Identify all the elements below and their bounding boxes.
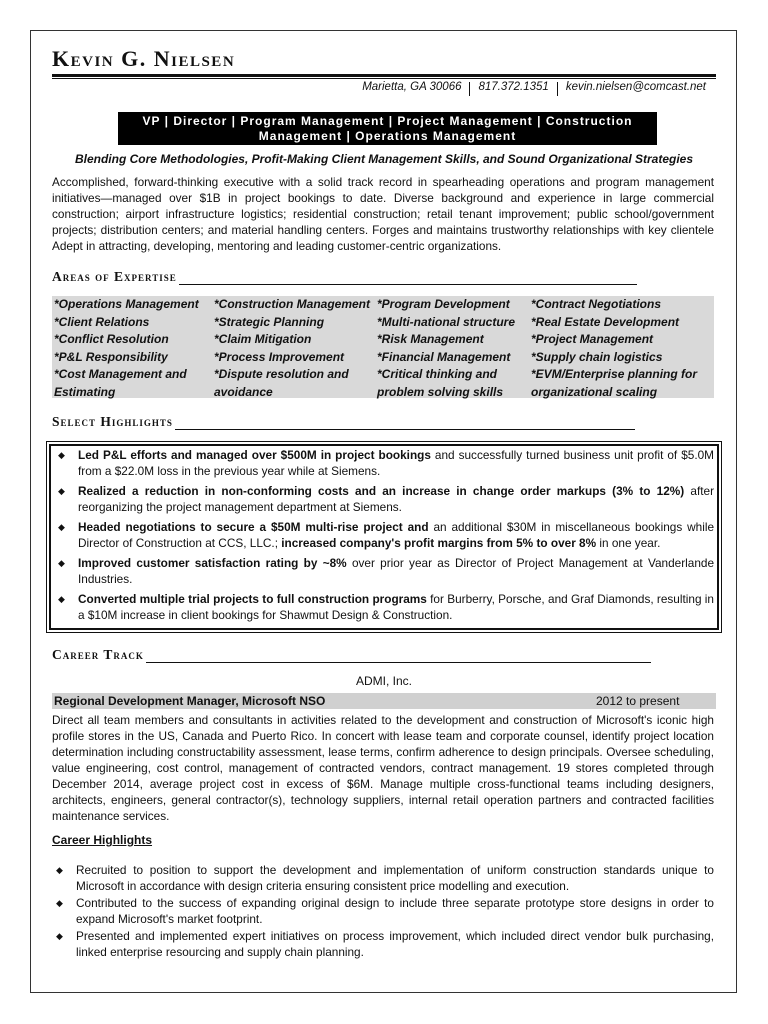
contact-email[interactable]: kevin.nielsen@comcast.net (565, 81, 706, 93)
highlight-item: ◆ Realized a reduction in non-conforming costs and an increase in change order markups (3% to 12%) after reorganizing the project management department at Siemens. (54, 483, 714, 515)
heading-underline (175, 429, 635, 430)
highlight-item: ◆ Led P&L efforts and managed over $500M in project bookings and successfully turned business unit profit of $5.0M from a $22.0M loss in the previous year while at Siemens. (54, 447, 714, 479)
candidate-name: Kevin G. Nielsen (52, 46, 236, 71)
header-rule-thick (52, 74, 716, 77)
expertise-heading-text: Areas of Expertise (52, 269, 177, 284)
expertise-item: *Strategic Planning (214, 314, 325, 329)
tagline: Blending Core Methodologies, Profit-Making Client Management Skills, and Sound Organizational Strategies (74, 152, 694, 166)
expertise-item: *Claim Mitigation (214, 332, 312, 346)
role-bar (52, 693, 716, 709)
expertise-heading (52, 269, 637, 285)
highlight-item: ◆ Headed negotiations to secure a $50M multi-rise project and an additional $30M in miscellaneous bookings while Director of Construction at CCS, LLC.; increased company's profit margins from 5% to over 8% in one year. (54, 519, 714, 551)
role-dates: 2012 to present (596, 694, 680, 708)
expertise-column-4 (531, 296, 711, 401)
expertise-item: *Client Relations (54, 314, 150, 329)
career-heading-text: Career Track (52, 647, 144, 662)
title-bar-line1: VP | Director | Program Management | Project Management | Construction (142, 114, 633, 128)
expertise-item: *Operations Management (54, 297, 199, 311)
expertise-column-1 (54, 296, 214, 401)
header-rule-thin (52, 78, 716, 79)
expertise-item: *Multi-national structure (377, 314, 516, 329)
highlights-heading (52, 414, 635, 430)
highlights-heading-text: Select Highlights (52, 414, 173, 429)
contact-phone: 817.372.1351 (478, 81, 549, 93)
expertise-item: *Construction Management (214, 297, 371, 311)
title-bar-line2: Management | Operations Management (258, 129, 517, 143)
career-highlights-list (52, 862, 714, 961)
expertise-item: *Conflict Resolution (54, 332, 169, 346)
expertise-grid (52, 296, 714, 398)
career-highlight-item: ◆ Presented and implemented expert initiatives on process improvement, which included direct vendor bulk purchasing, linked enterprise resourcing and supply chain planning. (52, 928, 714, 960)
heading-underline (146, 662, 651, 663)
expertise-item: *Supply chain logistics (531, 349, 663, 364)
expertise-item: *Process Improvement (214, 349, 345, 364)
highlight-item: ◆ Converted multiple trial projects to full construction programs for Burberry, Porsche, and Graf Diamonds, resulting in a $10M increase in client bookings for Shawmut Design & Construction. (54, 591, 714, 623)
expertise-item: *P&L Responsibility (54, 349, 168, 364)
contact-location: Marietta, GA 30066 (362, 81, 462, 93)
expertise-item: *Contract Negotiations (531, 297, 662, 311)
expertise-item: *EVM/Enterprise planning for organizational scaling (531, 367, 698, 399)
career-highlight-item: ◆ Contributed to the success of expanding original design to include three separate prototype store designs in order to expand Microsoft's market footprint. (52, 895, 714, 927)
expertise-item: *Dispute resolution and avoidance (214, 367, 349, 399)
role-description: Direct all team members and consultants in activities related to the development and construction of Microsoft's iconic high profile stores in the US, Canada and Puerto Rico. In concert with lease team and corporate counsel, identify project location determination including constructability assessment, lease terms, confirm adherence to design principals. Oversee scheduling, value engineering, cost control, management of contracted vendors, contract management. 19 stores completed through December 2014, average project cost in excess of $6M. Manage multiple cross-functional teams including designers, architects, engineers, general contractor(s), technology suppliers, internal retail operation partners and contracted facilities maintenance services. (52, 713, 714, 823)
expertise-item: *Project Management (531, 332, 654, 346)
expertise-item: *Risk Management (377, 332, 484, 346)
title-bar (118, 112, 657, 145)
highlights-list (54, 447, 714, 627)
career-highlight-item: ◆ Recruited to position to support the development and implementation of uniform construction standards unique to Microsoft in accordance with design criteria ensuring consistent price modelling and execution. (52, 862, 714, 894)
role-title: Regional Development Manager, Microsoft NSO (54, 694, 326, 708)
expertise-item: *Financial Management (377, 349, 511, 364)
summary-paragraph: Accomplished, forward-thinking executive with a solid track record in spearheading operations and program management initiatives—managed over $1B in project bookings to date. Diverse background and experience in large commercial construction; airport infrastructure logistics; residential construction; retail tenant improvement; public school/government projects; distribution centers; and material handling centers. Forges and maintains trustworthy relationships with key clientele Adept in attracting, developing, mentoring and leading customer-centric organizations. (52, 175, 714, 253)
career-heading (52, 647, 651, 663)
career-highlights-heading: Career Highlights (52, 833, 153, 847)
expertise-item: *Real Estate Development (531, 314, 680, 329)
heading-underline (179, 284, 637, 285)
contact-info (354, 81, 714, 96)
expertise-column-3 (377, 296, 537, 401)
expertise-item: *Cost Management and Estimating (54, 367, 187, 399)
highlight-item: ◆ Improved customer satisfaction rating by ~8% over prior year as Director of Project Management at Vanderlande Industries. (54, 555, 714, 587)
company-name: ADMI, Inc. (355, 674, 412, 688)
expertise-item: *Critical thinking and problem solving skills (377, 367, 504, 399)
expertise-column-2 (214, 296, 379, 401)
expertise-item: *Program Development (377, 297, 510, 311)
